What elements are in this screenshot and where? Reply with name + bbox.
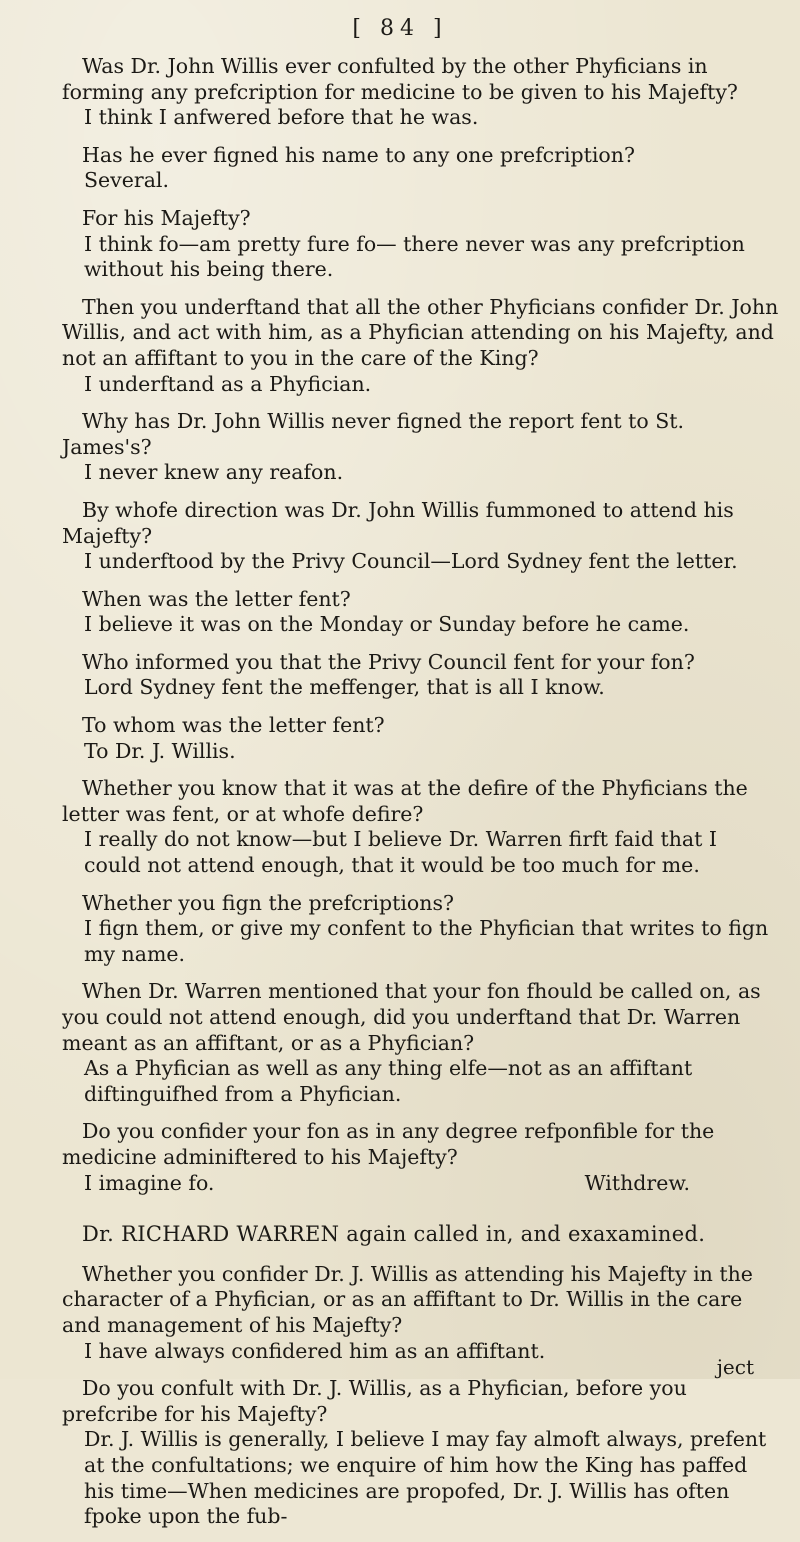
qa-pair	[62, 206, 780, 283]
answer-text	[62, 460, 780, 486]
answer-text	[62, 549, 780, 575]
answer-content: I think fo—am pretty fure fo— there never was any prefcription without his being there.	[84, 231, 745, 282]
page-number: [ 84 ]	[352, 16, 448, 41]
answer-content: Dr. J. Willis is generally, I believe I may fay almoft always, prefent at the confultations; we enquire of him how the King has paffed his time—When medicines are propofed, Dr. J. Willis has often fpoke upon the fub-	[84, 1427, 767, 1529]
text-body	[62, 54, 780, 1542]
answer-text	[62, 675, 780, 701]
answer-text	[62, 916, 780, 967]
answer-content: As a Phyfician as well as any thing elfe—not as an affiftant diftinguifhed from a Phyfician.	[84, 1056, 693, 1106]
question-text: Was Dr. John Willis ever confulted by the other Phyficians in forming any prefcription for medicine to be given to his Majefty?	[62, 54, 738, 104]
question-text: By whofe direction was Dr. John Willis fummoned to attend his Majefty?	[62, 497, 734, 548]
answer-text	[62, 168, 780, 194]
answer-text	[62, 372, 780, 398]
answer-text	[62, 1339, 780, 1365]
answer-content: I think I anfwered before that he was.	[84, 105, 479, 130]
answer-content: Several.	[84, 168, 169, 193]
question-text: Whether you know that it was at the defire of the Phyficians the letter was fent, or at whofe defire?	[62, 776, 748, 826]
answer-content: I never knew any reafon.	[84, 460, 344, 485]
qa-block-2	[62, 1262, 780, 1530]
qa-pair	[62, 54, 780, 131]
answer-content: I really do not know—but I believe Dr. Warren firft faid that I could not attend enough, that it would be too much for me.	[84, 827, 718, 878]
question-text: Do you confider your fon as in any degree refponfible for the medicine adminiftered to his Majefty?	[62, 1119, 715, 1169]
qa-pair	[62, 650, 780, 701]
qa-pair	[62, 409, 780, 486]
answer-content: I imagine fo.	[84, 1170, 215, 1195]
qa-pair	[62, 891, 780, 968]
answer-content: I fign them, or give my confent to the Phyfician that writes to fign my name.	[84, 916, 769, 966]
section-heading: Dr. RICHARD WARREN again called in, and exaxamined.	[82, 1222, 706, 1247]
answer-text	[62, 739, 780, 765]
answer-text	[62, 612, 780, 638]
question-text: Has he ever figned his name to any one prefcription?	[82, 142, 635, 167]
qa-pair	[62, 1119, 780, 1196]
question-text: Then you underftand that all the other Phyficians confider Dr. John Willis, and act with him, as a Phyfician attending on his Majefty, and not an affiftant to you in the care of the King?	[62, 294, 779, 370]
question-text: Whether you fign the prefcriptions?	[82, 890, 454, 915]
qa-block-1	[62, 54, 780, 1196]
question-text: Who informed you that the Privy Council fent for your fon?	[82, 649, 695, 674]
qa-pair	[62, 587, 780, 638]
answer-text	[62, 1171, 780, 1197]
answer-text	[62, 1056, 780, 1107]
withdrew-note: Withdrew.	[584, 1170, 690, 1195]
question-text: To whom was the letter fent?	[82, 713, 385, 738]
answer-content: I believe it was on the Monday or Sunday before he came.	[84, 612, 690, 637]
answer-content: I have always confidered him as an affiftant.	[84, 1338, 546, 1363]
qa-pair	[62, 1376, 780, 1530]
question-text: When was the letter fent?	[82, 586, 351, 611]
qa-pair	[62, 143, 780, 194]
qa-pair	[62, 498, 780, 575]
answer-content: I underftood by the Privy Council—Lord Sydney fent the letter.	[84, 549, 738, 574]
question-text: For his Majefty?	[82, 205, 251, 230]
catchword: ject	[716, 1355, 754, 1379]
qa-pair	[62, 1262, 780, 1364]
question-text: When Dr. Warren mentioned that your fon fhould be called on, as you could not attend enough, did you underftand that Dr. Warren meant as an affiftant, or as a Phyfician?	[62, 979, 761, 1055]
answer-content: To Dr. J. Willis.	[84, 738, 236, 763]
qa-pair	[62, 776, 780, 878]
answer-text	[62, 232, 780, 283]
answer-content: I underftand as a Phyfician.	[84, 371, 372, 396]
question-text: Whether you confider Dr. J. Willis as attending his Majefty in the character of a Phyfician, or as an affiftant to Dr. Willis in the care and management of his Majefty?	[62, 1261, 753, 1337]
answer-text	[62, 105, 780, 131]
answer-text	[62, 827, 780, 878]
question-text: Why has Dr. John Willis never figned the report fent to St. James's?	[62, 409, 685, 459]
qa-pair	[62, 979, 780, 1107]
answer-text	[62, 1427, 780, 1529]
qa-pair	[62, 713, 780, 764]
answer-content: Lord Sydney fent the meffenger, that is all I know.	[84, 675, 605, 700]
qa-pair	[62, 295, 780, 397]
question-text: Do you confult with Dr. J. Willis, as a Phyfician, before you prefcribe for his Majefty?	[62, 1376, 687, 1426]
